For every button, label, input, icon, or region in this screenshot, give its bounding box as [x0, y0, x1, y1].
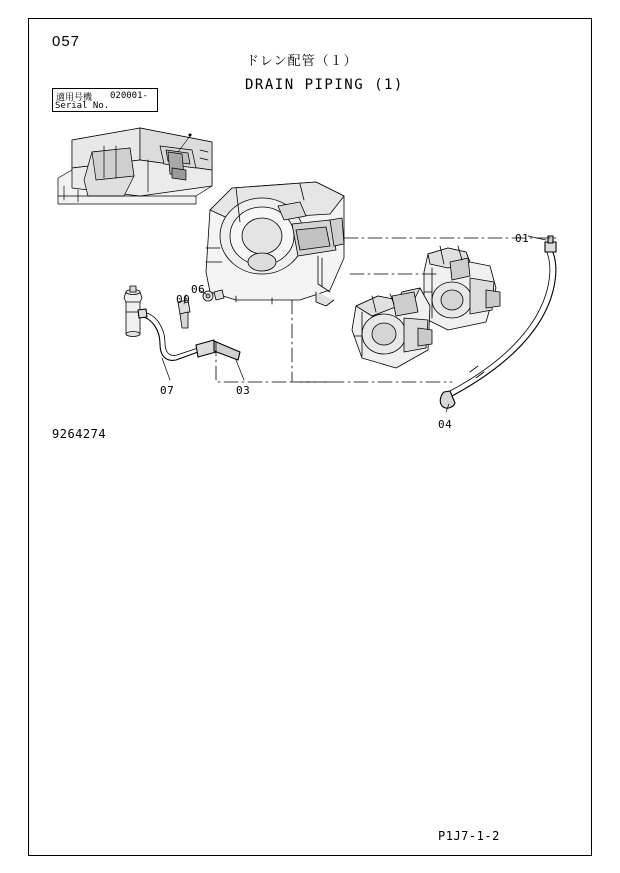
machine-overview-illustration [58, 128, 212, 204]
callout-01: 01 [515, 232, 530, 245]
callout-06: 06 [191, 283, 206, 296]
page-title-japanese: ドレン配管（１） [246, 54, 358, 69]
serial-number-value: 020001- [110, 91, 148, 101]
callout-00: 00 [176, 293, 191, 306]
callout-03: 03 [236, 384, 251, 397]
serial-label-japanese: 適用号機 [56, 93, 93, 103]
hydraulic-pump-upper-illustration [424, 246, 500, 330]
hydraulic-pump-lower-illustration [352, 288, 432, 368]
transmission-housing-illustration [206, 182, 344, 306]
footer-code: P1J7-1-2 [438, 829, 500, 843]
serial-label-english: Serial No. [55, 101, 110, 111]
drain-hose-07-illustration [138, 309, 240, 360]
callout-07: 07 [160, 384, 175, 397]
page-number: 057 [52, 33, 81, 50]
callout-04: 04 [438, 418, 453, 431]
drawing-code: 9264274 [52, 427, 107, 441]
page-title-english: DRAIN PIPING (1) [245, 77, 404, 93]
